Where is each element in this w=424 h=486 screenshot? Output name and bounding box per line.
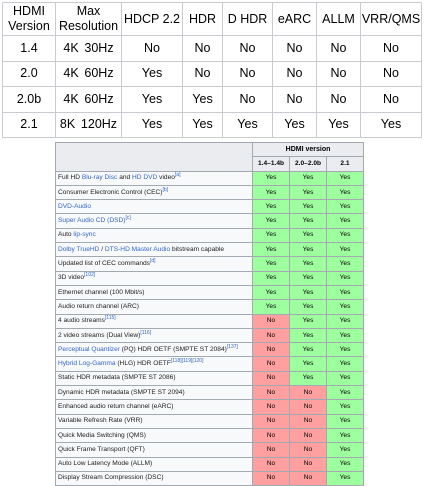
hdr-cell: No	[183, 36, 223, 62]
feature-row	[56, 171, 364, 185]
yes-cell: Yes	[253, 243, 290, 257]
feature-text: 2 video streams (Dual View)	[58, 331, 141, 339]
citation-link[interactable]: [115]	[104, 315, 116, 322]
hdr-cell: No	[183, 61, 223, 87]
header-max-resolution: Max Resolution	[56, 3, 122, 36]
no-cell: No	[290, 471, 327, 485]
feature-row	[56, 257, 364, 271]
feature-row	[56, 371, 364, 385]
yes-cell: Yes	[290, 257, 327, 271]
version-col-2-0: 2.0–2.0b	[290, 157, 327, 171]
yes-cell: Yes	[290, 228, 327, 242]
yes-cell: Yes	[327, 314, 364, 328]
refresh-rate-value: 120Hz	[80, 117, 118, 132]
feature-row	[56, 314, 364, 328]
no-cell: No	[290, 414, 327, 428]
feature-name-cell	[56, 386, 253, 400]
summary-row	[3, 87, 422, 113]
max-resolution-cell	[56, 61, 122, 87]
yes-cell: Yes	[327, 285, 364, 299]
feature-name-cell	[56, 300, 253, 314]
feature-row	[56, 428, 364, 442]
feature-row	[56, 343, 364, 357]
citation-link[interactable]: [118][119][120]	[170, 358, 204, 365]
refresh-rate-value: 30Hz	[84, 40, 114, 55]
feature-row	[56, 357, 364, 371]
header-dhdr: D HDR	[223, 3, 273, 36]
yes-cell: Yes	[290, 171, 327, 185]
feature-text: Variable Refresh Rate (VRR)	[58, 417, 143, 425]
citation-link[interactable]: [137]	[226, 343, 238, 350]
feature-row	[56, 400, 364, 414]
feature-text: Full HD	[58, 174, 82, 182]
feature-name-cell	[56, 228, 253, 242]
feature-name-cell	[56, 185, 253, 199]
feature-text: Dynamic HDR metadata (SMPTE ST 2094)	[58, 388, 185, 396]
resolution-value: 4K	[63, 66, 79, 81]
yes-cell: Yes	[290, 214, 327, 228]
yes-cell: Yes	[290, 185, 327, 199]
max-resolution-cell	[56, 36, 122, 62]
feature-text: Quick Frame Transport (QFT)	[58, 445, 145, 453]
feature-text: and	[117, 174, 133, 182]
dhdr-cell: No	[223, 87, 273, 113]
no-cell: No	[253, 343, 290, 357]
feature-row	[56, 214, 364, 228]
feature-name-cell	[56, 357, 253, 371]
no-cell: No	[253, 328, 290, 342]
yes-cell: Yes	[290, 271, 327, 285]
yes-cell: Yes	[290, 371, 327, 385]
feature-text: Quick Media Switching (QMS)	[58, 431, 146, 439]
feature-text: video	[157, 174, 175, 182]
feature-text: (PQ) HDR OETF (SMPTE ST 2084)	[119, 345, 227, 353]
version-col-2-1: 2.1	[327, 157, 364, 171]
resolution-value: 4K	[63, 40, 79, 55]
feature-row	[56, 185, 364, 199]
yes-cell: Yes	[327, 357, 364, 371]
feature-link[interactable]: Hybrid Log-Gamma	[58, 360, 116, 368]
refresh-rate-value: 60Hz	[84, 91, 114, 106]
hdmi-summary-table	[2, 2, 422, 138]
feature-link[interactable]: lip-sync	[73, 231, 96, 239]
feature-name-cell	[56, 400, 253, 414]
feature-text: /	[99, 245, 105, 253]
summary-row	[3, 36, 422, 62]
feature-row	[56, 457, 364, 471]
feature-name-cell	[56, 314, 253, 328]
header-hdr: HDR	[183, 3, 223, 36]
feature-text: Consumer Electronic Control (CEC)	[58, 188, 163, 196]
yes-cell: Yes	[327, 243, 364, 257]
vrr-cell: No	[361, 87, 422, 113]
yes-cell: Yes	[253, 185, 290, 199]
header-vrr: VRR/QMS	[361, 3, 422, 36]
citation-link[interactable]: [d]	[149, 258, 156, 265]
yes-cell: Yes	[290, 243, 327, 257]
feature-row	[56, 443, 364, 457]
feature-text: 4 audio streams	[58, 317, 105, 325]
feature-name-cell	[56, 214, 253, 228]
header-version: HDMI Version	[3, 3, 56, 36]
hdmi-version-header: HDMI version	[253, 143, 364, 157]
dhdr-cell: No	[223, 36, 273, 62]
allm-cell: No	[317, 61, 361, 87]
yes-cell: Yes	[253, 214, 290, 228]
no-cell: No	[253, 428, 290, 442]
earc-cell: No	[273, 61, 317, 87]
header-earc: eARC	[273, 3, 317, 36]
no-cell: No	[290, 386, 327, 400]
max-resolution-cell	[56, 112, 122, 138]
yes-cell: Yes	[327, 400, 364, 414]
header-hdcp: HDCP 2.2	[122, 3, 183, 36]
earc-cell: No	[273, 87, 317, 113]
citation-link[interactable]: [116]	[140, 329, 152, 336]
feature-name-cell	[56, 471, 253, 485]
resolution-value: 8K	[59, 117, 76, 132]
no-cell: No	[253, 443, 290, 457]
feature-text: Display Stream Compression (DSC)	[58, 474, 164, 482]
yes-cell: Yes	[253, 171, 290, 185]
feature-text: Auto Low Latency Mode (ALLM)	[58, 460, 153, 468]
hdcp-cell: Yes	[122, 61, 183, 87]
no-cell: No	[253, 386, 290, 400]
feature-link[interactable]: Dolby TrueHD	[58, 245, 100, 253]
feature-row	[56, 200, 364, 214]
header-allm: ALLM	[317, 3, 361, 36]
hdcp-cell: Yes	[122, 112, 183, 138]
feature-row	[56, 228, 364, 242]
no-cell: No	[253, 457, 290, 471]
no-cell: No	[253, 371, 290, 385]
feature-row	[56, 386, 364, 400]
citation-link[interactable]: [a]	[174, 172, 181, 179]
version-col-1-4: 1.4–1.4b	[253, 157, 290, 171]
summary-row	[3, 61, 422, 87]
no-cell: No	[253, 471, 290, 485]
feature-link[interactable]: Blu-ray Disc	[81, 174, 118, 182]
feature-name-cell	[56, 343, 253, 357]
feature-text: Auto	[58, 231, 74, 239]
feature-link[interactable]: Super Audio CD	[58, 217, 106, 225]
feature-link[interactable]: (DSD)	[105, 217, 126, 225]
citation-link[interactable]: [c]	[125, 215, 131, 222]
earc-cell: Yes	[273, 112, 317, 138]
feature-name-cell	[56, 257, 253, 271]
vrr-cell: No	[361, 61, 422, 87]
feature-name-cell	[56, 328, 253, 342]
yes-cell: Yes	[253, 228, 290, 242]
feature-name-cell	[56, 243, 253, 257]
version-cell: 1.4	[3, 36, 56, 62]
feature-row	[56, 271, 364, 285]
feature-text: Updated list of CEC commands	[58, 260, 150, 268]
dhdr-cell: No	[223, 61, 273, 87]
feature-row	[56, 243, 364, 257]
yes-cell: Yes	[327, 386, 364, 400]
yes-cell: Yes	[290, 285, 327, 299]
yes-cell: Yes	[290, 357, 327, 371]
resolution-value: 4K	[63, 91, 79, 106]
feature-link[interactable]: DTS-HD Master Audio	[104, 245, 171, 253]
yes-cell: Yes	[327, 185, 364, 199]
yes-cell: Yes	[253, 285, 290, 299]
yes-cell: Yes	[327, 171, 364, 185]
feature-link[interactable]: HD DVD	[132, 174, 158, 182]
refresh-rate-value: 60Hz	[84, 66, 114, 81]
yes-cell: Yes	[327, 343, 364, 357]
version-cell: 2.1	[3, 112, 56, 138]
citation-link[interactable]: [b]	[162, 186, 168, 193]
feature-name-cell	[56, 443, 253, 457]
no-cell: No	[253, 400, 290, 414]
allm-cell: No	[317, 87, 361, 113]
feature-name-cell	[56, 414, 253, 428]
yes-cell: Yes	[327, 214, 364, 228]
feature-row	[56, 414, 364, 428]
no-cell: No	[290, 457, 327, 471]
no-cell: No	[253, 314, 290, 328]
feature-header-row	[56, 143, 364, 157]
yes-cell: Yes	[327, 443, 364, 457]
yes-cell: Yes	[327, 371, 364, 385]
feature-text: 3D video	[58, 274, 85, 282]
earc-cell: No	[273, 36, 317, 62]
yes-cell: Yes	[253, 300, 290, 314]
version-cell: 2.0	[3, 61, 56, 87]
hdr-cell: Yes	[183, 87, 223, 113]
feature-text: Static HDR metadata (SMPTE ST 2086)	[58, 374, 176, 382]
feature-name-cell	[56, 371, 253, 385]
feature-row	[56, 300, 364, 314]
no-cell: No	[290, 400, 327, 414]
feature-link[interactable]: DVD-Audio	[58, 202, 91, 210]
feature-text: Enhanced audio return channel (eARC)	[58, 402, 174, 410]
hdcp-cell: Yes	[122, 87, 183, 113]
feature-link[interactable]: Perceptual Quantizer	[58, 345, 120, 353]
citation-link[interactable]: [102]	[84, 272, 96, 279]
yes-cell: Yes	[327, 428, 364, 442]
yes-cell: Yes	[290, 328, 327, 342]
feature-text: bitstream capable	[170, 245, 225, 253]
feature-name-cell	[56, 271, 253, 285]
yes-cell: Yes	[290, 200, 327, 214]
feature-name-cell	[56, 285, 253, 299]
feature-name-cell	[56, 428, 253, 442]
yes-cell: Yes	[290, 300, 327, 314]
yes-cell: Yes	[327, 328, 364, 342]
yes-cell: Yes	[327, 300, 364, 314]
yes-cell: Yes	[327, 271, 364, 285]
allm-cell: No	[317, 36, 361, 62]
no-cell: No	[253, 357, 290, 371]
hdr-cell: Yes	[183, 112, 223, 138]
yes-cell: Yes	[253, 257, 290, 271]
yes-cell: Yes	[253, 271, 290, 285]
feature-row	[56, 471, 364, 485]
max-resolution-cell	[56, 87, 122, 113]
version-cell: 2.0b	[3, 87, 56, 113]
no-cell: No	[253, 414, 290, 428]
feature-header-corner	[56, 143, 253, 172]
hdmi-feature-table	[55, 142, 364, 486]
feature-text: Audio return channel (ARC)	[58, 302, 139, 310]
feature-name-cell	[56, 171, 253, 185]
feature-text: Ethernet channel (100 Mbit/s)	[58, 288, 145, 296]
feature-name-cell	[56, 200, 253, 214]
vrr-cell: Yes	[361, 112, 422, 138]
summary-row	[3, 112, 422, 138]
yes-cell: Yes	[290, 343, 327, 357]
hdcp-cell: No	[122, 36, 183, 62]
yes-cell: Yes	[327, 200, 364, 214]
yes-cell: Yes	[327, 457, 364, 471]
allm-cell: Yes	[317, 112, 361, 138]
yes-cell: Yes	[253, 200, 290, 214]
no-cell: No	[290, 443, 327, 457]
yes-cell: Yes	[290, 314, 327, 328]
yes-cell: Yes	[327, 257, 364, 271]
feature-name-cell	[56, 457, 253, 471]
dhdr-cell: Yes	[223, 112, 273, 138]
yes-cell: Yes	[327, 471, 364, 485]
vrr-cell: No	[361, 36, 422, 62]
yes-cell: Yes	[327, 228, 364, 242]
no-cell: No	[290, 428, 327, 442]
feature-text: (HLG) HDR OETF	[115, 360, 171, 368]
feature-row	[56, 328, 364, 342]
summary-header-row	[3, 3, 422, 36]
yes-cell: Yes	[327, 414, 364, 428]
feature-row	[56, 285, 364, 299]
